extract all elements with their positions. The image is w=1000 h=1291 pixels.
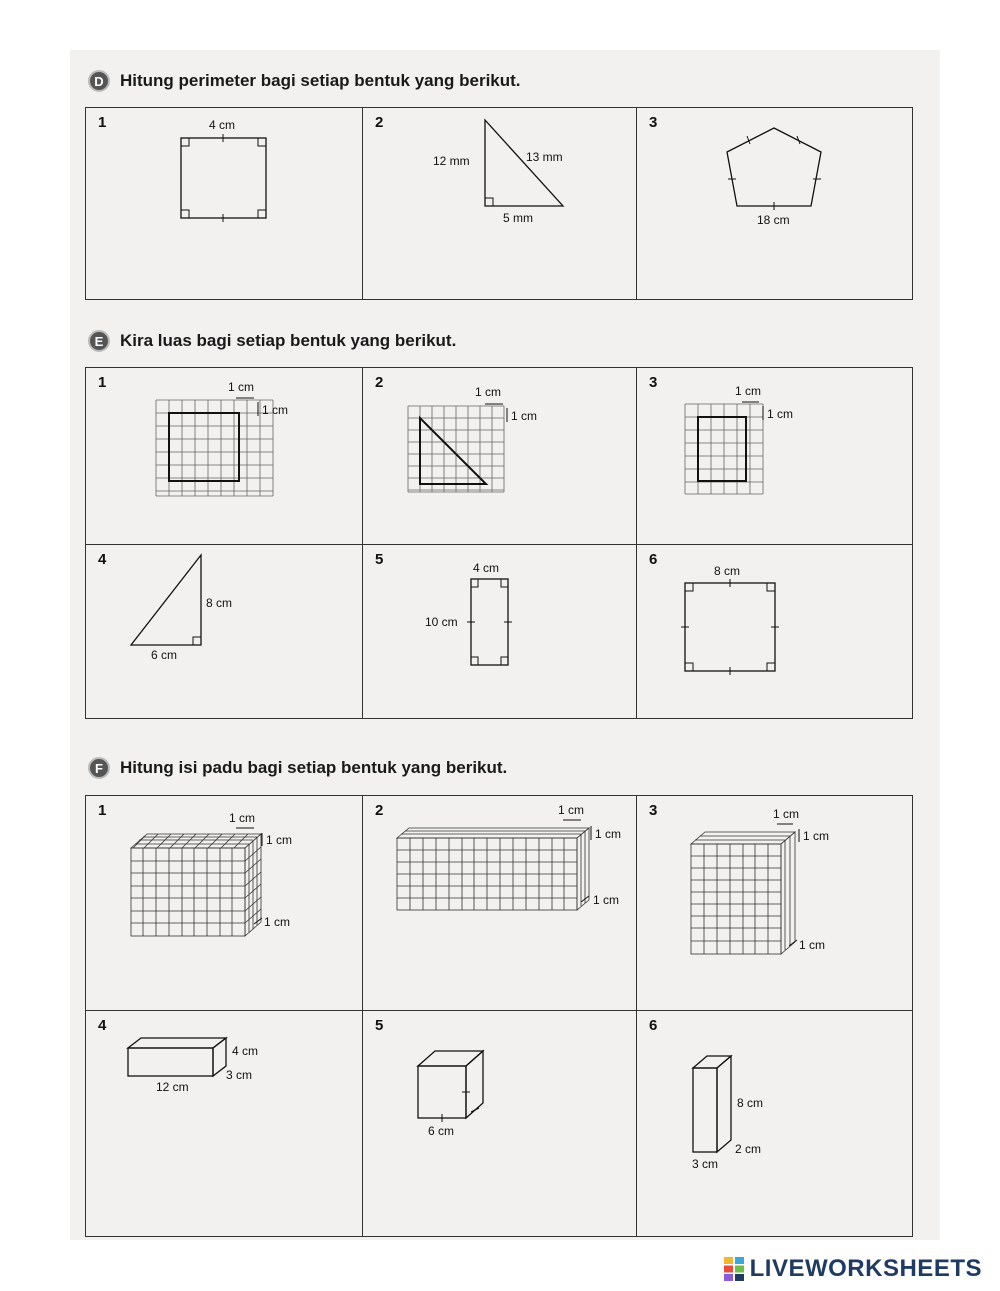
e-item-number: 1 xyxy=(98,374,107,391)
label: 6 cm xyxy=(151,648,178,662)
f-item-number: 6 xyxy=(649,1017,658,1034)
e-item-number: 5 xyxy=(375,551,384,568)
grid-triangle-shape xyxy=(363,368,637,545)
triangle-shape xyxy=(363,108,637,299)
label: 12 mm xyxy=(433,154,470,168)
e-cell-5[interactable] xyxy=(363,545,637,718)
e-cell-3[interactable] xyxy=(637,368,912,545)
section-d-badge: D xyxy=(88,70,110,92)
label: 1 cm xyxy=(803,829,830,843)
label: 1 cm xyxy=(799,938,826,952)
cube-shape xyxy=(363,1011,637,1236)
section-e-table xyxy=(85,367,913,719)
f-cell-6[interactable] xyxy=(637,1011,912,1236)
section-e-title: Kira luas bagi setiap bentuk yang berikut. xyxy=(120,331,457,350)
d-cell-2[interactable] xyxy=(363,108,637,299)
label: 4 cm xyxy=(473,561,500,575)
e-cell-6[interactable] xyxy=(637,545,912,718)
label: 1 cm xyxy=(735,384,762,398)
label: 10 cm xyxy=(425,615,458,629)
label: 1 cm xyxy=(593,893,620,907)
liveworksheets-logo[interactable] xyxy=(724,1255,982,1283)
label: 1 cm xyxy=(595,827,622,841)
e-item-number: 3 xyxy=(649,374,658,391)
section-d-table xyxy=(85,107,913,300)
label: 12 cm xyxy=(156,1080,189,1094)
e-cell-4[interactable] xyxy=(86,545,363,718)
e-item-number: 6 xyxy=(649,551,658,568)
rectangle-shape xyxy=(363,545,637,718)
e-item-number: 2 xyxy=(375,374,384,391)
unit-cuboid-block xyxy=(363,796,637,1011)
section-e-badge: E xyxy=(88,330,110,352)
grid-square-shape xyxy=(86,368,363,545)
f-item-number: 2 xyxy=(375,802,384,819)
f-item-number: 5 xyxy=(375,1017,384,1034)
d-item-number: 1 xyxy=(98,114,107,131)
square-shape xyxy=(86,108,363,299)
label: 1 cm xyxy=(558,803,585,817)
label: 8 cm xyxy=(737,1096,764,1110)
label: 1 cm xyxy=(229,811,256,825)
d-cell-1[interactable] xyxy=(86,108,363,299)
e-cell-2[interactable] xyxy=(363,368,637,545)
cuboid-shape xyxy=(86,1011,363,1236)
section-d-title: Hitung perimeter bagi setiap bentuk yang berikut. xyxy=(120,71,521,90)
label: 5 mm xyxy=(503,211,533,225)
f-item-number: 1 xyxy=(98,802,107,819)
unit-cube-block xyxy=(86,796,363,1011)
label: 4 cm xyxy=(232,1044,259,1058)
section-d-header xyxy=(88,70,521,92)
pentagon-shape xyxy=(637,108,912,299)
label: 1 cm xyxy=(262,403,289,417)
label: 1 cm xyxy=(264,915,291,929)
f-cell-3[interactable] xyxy=(637,796,912,1011)
f-cell-1[interactable] xyxy=(86,796,363,1011)
label: 8 cm xyxy=(206,596,233,610)
label: 8 cm xyxy=(714,564,741,578)
label: 6 cm xyxy=(428,1124,455,1138)
logo-mark-icon xyxy=(724,1257,744,1281)
label: 1 cm xyxy=(511,409,538,423)
f-item-number: 4 xyxy=(98,1017,107,1034)
f-cell-2[interactable] xyxy=(363,796,637,1011)
unit-cube-block xyxy=(637,796,912,1011)
label: 3 cm xyxy=(692,1157,719,1171)
f-cell-5[interactable] xyxy=(363,1011,637,1236)
section-f-badge: F xyxy=(88,757,110,779)
label: 4 cm xyxy=(209,118,236,132)
section-e-header xyxy=(88,330,456,352)
label: 1 cm xyxy=(228,380,255,394)
right-triangle-shape xyxy=(86,545,363,718)
f-item-number: 3 xyxy=(649,802,658,819)
label: 1 cm xyxy=(266,833,293,847)
d-item-number: 2 xyxy=(375,114,384,131)
d-cell-3[interactable] xyxy=(637,108,912,299)
grid-square-shape xyxy=(637,368,912,545)
d-item-number: 3 xyxy=(649,114,658,131)
tall-cuboid-shape xyxy=(637,1011,912,1236)
section-f-title: Hitung isi padu bagi setiap bentuk yang berikut. xyxy=(120,758,508,777)
label: 1 cm xyxy=(475,385,502,399)
label: 3 cm xyxy=(226,1068,253,1082)
label: 1 cm xyxy=(773,807,800,821)
label: 18 cm xyxy=(757,213,790,227)
label: 2 cm xyxy=(735,1142,762,1156)
section-f-header xyxy=(88,757,507,779)
logo-text: LIVEWORKSHEETS xyxy=(749,1255,982,1282)
square-shape xyxy=(637,545,912,718)
label: 1 cm xyxy=(767,407,794,421)
f-cell-4[interactable] xyxy=(86,1011,363,1236)
label: 13 mm xyxy=(526,150,563,164)
section-f-table xyxy=(85,795,913,1237)
e-item-number: 4 xyxy=(98,551,107,568)
e-cell-1[interactable] xyxy=(86,368,363,545)
